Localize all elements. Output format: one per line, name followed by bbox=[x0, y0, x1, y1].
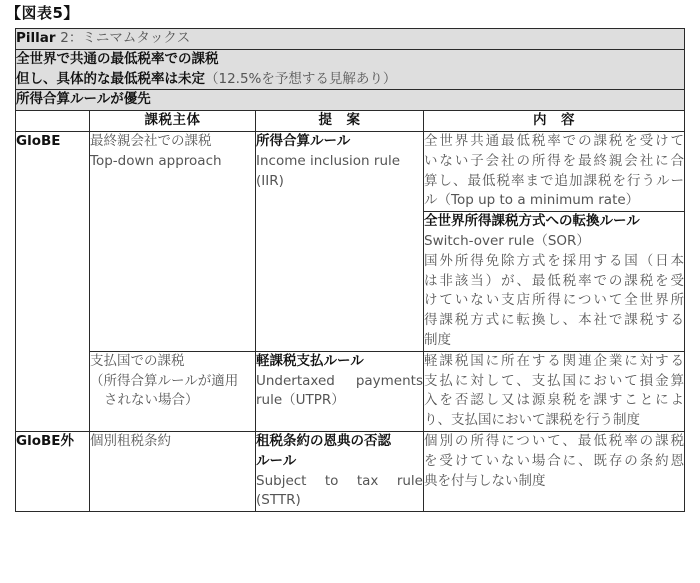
utpr-content-line: 支払に対して、支払国において損金算 bbox=[424, 372, 685, 389]
payer-subject-cell bbox=[90, 351, 256, 431]
figure-title: 【図表5】 bbox=[6, 4, 79, 22]
payer-subject-line3: されない場合） bbox=[104, 392, 199, 409]
treaty-subject-cell bbox=[90, 431, 256, 511]
minimum-rate-cell bbox=[16, 49, 685, 90]
sttr-abbr: (STTR) bbox=[256, 492, 301, 509]
payer-subject-line1: 支払国での課税 bbox=[90, 352, 185, 369]
iir-name-jp: 所得合算ルール bbox=[256, 132, 351, 149]
sor-content-line: けていない支店所得について全世界所 bbox=[424, 292, 685, 309]
parent-subject-line2: Top-down approach bbox=[90, 152, 222, 169]
sttr-content-cell bbox=[424, 431, 685, 511]
utpr-proposal-cell bbox=[256, 351, 424, 431]
header-subject: 課税主体 bbox=[90, 111, 256, 132]
utpr-content-line: 軽課税国に所在する関連企業に対する bbox=[424, 352, 685, 369]
iir-abbr: (IIR) bbox=[256, 172, 284, 189]
banner-row-rate bbox=[16, 49, 685, 90]
minimum-rate-line2: 但し、具体的な最低税率は未定 bbox=[16, 70, 205, 87]
priority-cell bbox=[16, 90, 685, 111]
globe-other-row bbox=[16, 431, 685, 511]
utpr-name-jp: 軽課税支払ルール bbox=[256, 352, 364, 369]
utpr-content-line: り、支払国において課税を行う制度 bbox=[424, 412, 640, 429]
sttr-name-jp-1: 租税条約の恩典の否認 bbox=[256, 432, 391, 449]
header-empty-cell bbox=[16, 111, 90, 132]
sttr-proposal-cell bbox=[256, 431, 424, 511]
iir-content-cell bbox=[424, 131, 685, 211]
payer-subject-line2: （所得合算ルールが適用 bbox=[90, 372, 239, 389]
banner-row-pillar bbox=[16, 29, 685, 50]
iir-content-line: 全世界共通最低税率での課税を受けて bbox=[424, 132, 685, 149]
pillar-title-rest: 2：ミニマムタックス bbox=[60, 30, 191, 46]
utpr-name-en-1: Undertaxed payments bbox=[256, 372, 423, 389]
utpr-content-cell bbox=[424, 351, 685, 431]
minimum-rate-line1: 全世界で共通の最低税率での課税 bbox=[16, 50, 219, 67]
minimum-rate-note: （12.5%を予想する見解あり） bbox=[205, 70, 397, 87]
globe-label: GloBE bbox=[16, 131, 90, 431]
sttr-content-line: 典を付与しない制度 bbox=[424, 472, 546, 489]
globe-iir-row bbox=[16, 131, 685, 211]
sor-content-line: 国外所得免除方式を採用する国（日本 bbox=[424, 252, 685, 269]
sor-name-en: Switch-over rule（SOR） bbox=[424, 232, 590, 249]
header-row bbox=[16, 111, 685, 132]
pillar2-table bbox=[15, 28, 685, 512]
sor-title: 全世界所得課税方式への転換ルール bbox=[424, 213, 640, 230]
sor-content-cell bbox=[424, 212, 685, 352]
header-proposal: 提 案 bbox=[256, 111, 424, 132]
iir-content-line: ル（Top up to a minimum rate） bbox=[424, 192, 640, 209]
sor-content-line: は非該当）が、最低税率での課税を受 bbox=[424, 272, 685, 289]
iir-name-en: Income inclusion rule bbox=[256, 152, 401, 169]
utpr-content-line: 入を否認し又は源泉税を課すことによ bbox=[424, 392, 685, 409]
iir-content-line: 算し、最低税率まで追加課税を行うルー bbox=[424, 172, 685, 189]
sttr-name-jp-2: ルール bbox=[256, 452, 297, 469]
sor-content-line: 制度 bbox=[424, 331, 451, 348]
utpr-name-en-2: rule（UTPR） bbox=[256, 392, 345, 409]
treaty-subject: 個別租税条約 bbox=[90, 432, 171, 449]
globe-other-label: GloBE外 bbox=[16, 431, 90, 511]
sttr-name-en: Subject to tax rule bbox=[256, 472, 423, 489]
pillar-title-cell bbox=[16, 29, 685, 50]
parent-subject-cell bbox=[90, 131, 256, 351]
iir-proposal-cell bbox=[256, 131, 424, 351]
banner-row-priority bbox=[16, 90, 685, 111]
globe-utpr-row bbox=[16, 351, 685, 431]
pillar-title-prefix: Pillar bbox=[16, 30, 61, 46]
priority-text: 所得合算ルールが優先 bbox=[16, 91, 151, 108]
iir-content-line: いない子会社の所得を最終親会社に合 bbox=[424, 152, 685, 169]
sttr-content-line: 個別の所得について、最低税率の課税 bbox=[424, 432, 685, 449]
parent-subject-line1: 最終親会社での課税 bbox=[90, 132, 212, 149]
sor-content-line: 得課税方式に転換し、本社で課税する bbox=[424, 312, 685, 329]
header-content: 内 容 bbox=[424, 111, 685, 132]
sttr-content-line: を受けていない場合に、既存の条約恩 bbox=[424, 452, 685, 469]
